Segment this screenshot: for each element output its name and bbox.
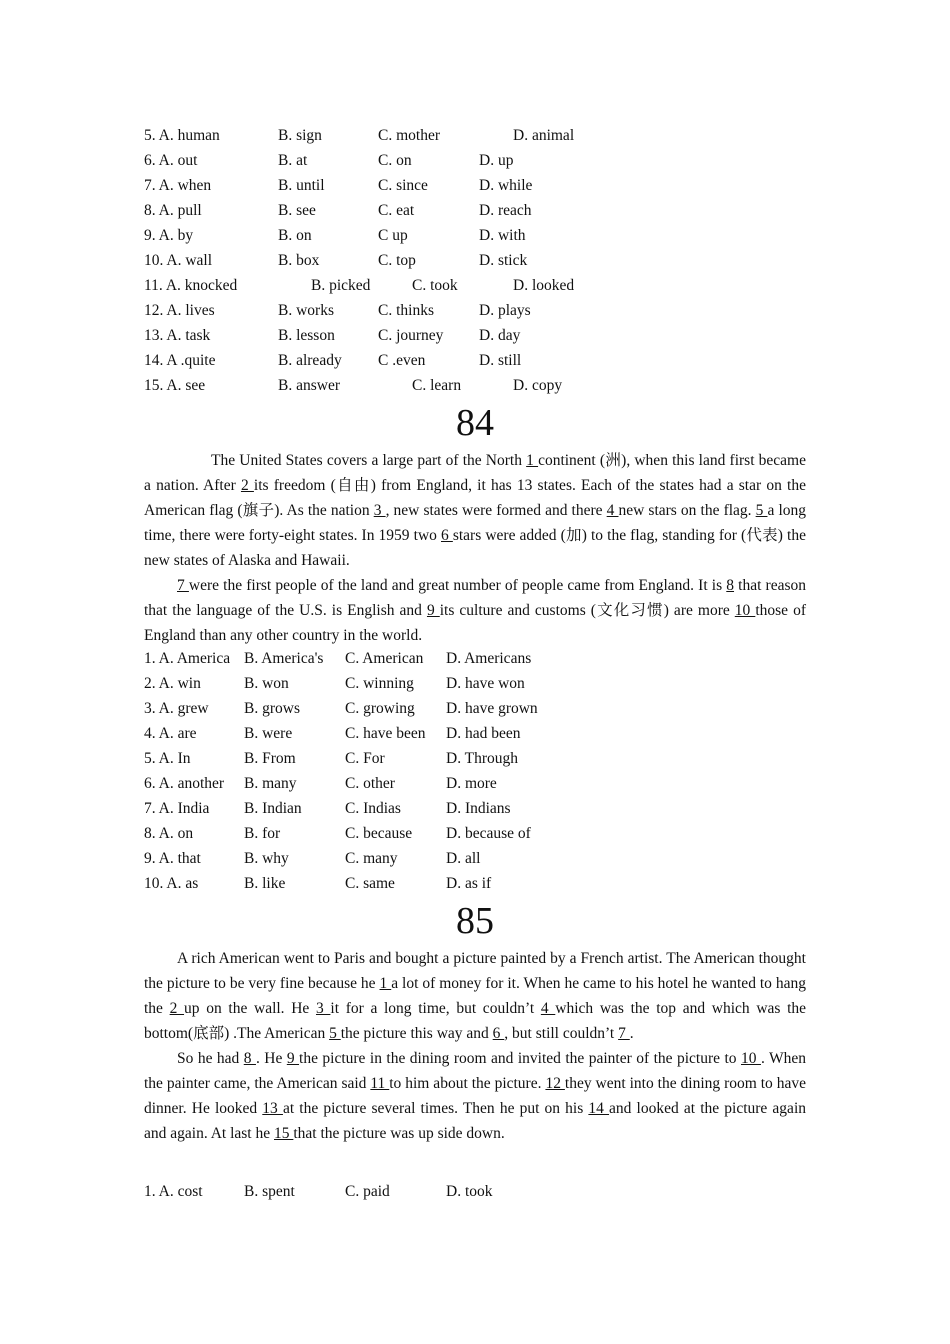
blank-8: 8	[243, 1050, 256, 1067]
passage-text: a long time, there were forty-eight states. In 1959 two	[144, 502, 807, 544]
option-c: C. other	[345, 775, 395, 792]
blank-6: 6	[441, 527, 453, 544]
option-c: C. mother	[378, 127, 440, 144]
passage-text: that reason that the language of the U.S. is English and	[144, 577, 807, 619]
option-row	[0, 872, 950, 896]
passage-text: . He	[255, 1050, 287, 1067]
passage-text: at the picture several times. Then he put on his	[282, 1100, 589, 1117]
option-a: 14. A .quite	[144, 352, 216, 369]
option-b: B. lesson	[278, 327, 335, 344]
passage-text: So he had	[177, 1050, 244, 1067]
blank-9: 9	[426, 602, 440, 619]
passage-text: its freedom (自由) from England, it has 13 states. Each of the states had a star on the American flag (旗子). As the nation	[144, 477, 806, 519]
option-d: D. stick	[479, 252, 528, 269]
passage-text: continent (洲), when this land first became a nation. After	[144, 452, 806, 494]
passage-text: the picture in the dining room and invited the painter of the picture to	[299, 1050, 741, 1067]
option-a: 9. A. that	[144, 850, 201, 867]
blank-9: 9	[286, 1050, 300, 1067]
blank-15: 15	[274, 1125, 294, 1142]
option-c: C. journey	[378, 327, 444, 344]
option-row	[0, 174, 950, 198]
blank-7: 7	[618, 1025, 630, 1042]
blank-10: 10	[740, 1050, 761, 1067]
passage-text: were the first people of the land and great number of people came from England. It is	[188, 577, 727, 594]
option-a: 5. A. In	[144, 750, 191, 767]
passage-text: A rich American went to Paris and bought a picture painted by a French artist. The American thought the picture to be very fine because he	[144, 950, 806, 992]
option-a: 9. A. by	[144, 227, 194, 244]
passage-text: , new states were formed and there	[385, 502, 607, 519]
option-row	[0, 722, 950, 746]
option-d: D. have won	[446, 675, 525, 692]
option-d: D. Americans	[446, 650, 532, 667]
option-c: C. top	[378, 252, 416, 269]
option-row	[0, 349, 950, 373]
passage-text: which was the top and which was the bottom(底部) .The American	[144, 1000, 807, 1042]
option-b: B. box	[278, 252, 320, 269]
option-a: 5. A. human	[144, 127, 220, 144]
option-row	[0, 249, 950, 273]
blank-13: 13	[262, 1100, 283, 1117]
option-c: C. paid	[345, 1183, 390, 1200]
option-a: 12. A. lives	[144, 302, 215, 319]
blank-2: 2	[240, 477, 254, 494]
option-c: C. Indias	[345, 800, 401, 817]
option-d: D. as if	[446, 875, 492, 892]
blank-11: 11	[370, 1075, 390, 1092]
option-c: C. American	[345, 650, 424, 667]
option-a: 2. A. win	[144, 675, 201, 692]
blank-3: 3	[315, 1000, 331, 1017]
option-c: C up	[378, 227, 408, 244]
option-row	[0, 772, 950, 796]
blank-1: 1	[526, 452, 539, 469]
option-a: 7. A. India	[144, 800, 210, 817]
option-a: 10. A. as	[144, 875, 199, 892]
option-b: B. see	[278, 202, 316, 219]
option-d: D. all	[446, 850, 481, 867]
option-c: C .even	[378, 352, 426, 369]
option-c: C. same	[345, 875, 395, 892]
passage-text: up on the wall. He	[184, 1000, 316, 1017]
option-row	[0, 747, 950, 771]
option-d: D. while	[479, 177, 533, 194]
option-d: D. reach	[479, 202, 532, 219]
passage-paragraph	[144, 573, 806, 648]
option-b: B. Indian	[244, 800, 302, 817]
option-b: B. won	[244, 675, 289, 692]
option-row	[0, 199, 950, 223]
option-d: D. day	[479, 327, 521, 344]
passage-paragraph	[144, 1046, 806, 1146]
blank-2: 2	[169, 1000, 185, 1017]
passage-text: stars were added (加) to the flag, standing for (代表) the new states of Alaska and Hawaii.	[144, 527, 806, 569]
option-a: 6. A. another	[144, 775, 225, 792]
blank-5: 5	[329, 1025, 341, 1042]
option-d: D. more	[446, 775, 497, 792]
option-d: D. Through	[446, 750, 519, 767]
option-row	[0, 374, 950, 398]
option-d: D. with	[479, 227, 526, 244]
passage-text: .	[629, 1025, 634, 1042]
option-c: C. since	[378, 177, 428, 194]
option-c: C. because	[345, 825, 413, 842]
passage-paragraph	[144, 448, 806, 573]
passage-text: those of England than any other country in the world.	[144, 602, 806, 644]
option-b: B. were	[244, 725, 293, 742]
option-b: B. spent	[244, 1183, 295, 1200]
option-b: B. From	[244, 750, 296, 767]
blank-7: 7	[177, 577, 189, 594]
blank-5: 5	[755, 502, 768, 519]
option-row	[0, 822, 950, 846]
option-a: 8. A. pull	[144, 202, 202, 219]
blank-14: 14	[588, 1100, 610, 1117]
option-row	[0, 324, 950, 348]
passage-paragraph	[144, 946, 806, 1046]
passage-text: to him about the picture.	[389, 1075, 546, 1092]
option-b: B. America's	[244, 650, 324, 667]
option-b: B. works	[278, 302, 334, 319]
option-d: D. still	[479, 352, 522, 369]
option-b: B. picked	[311, 277, 371, 294]
option-row	[0, 124, 950, 148]
passage-text: new stars on the flag.	[618, 502, 756, 519]
blank-8: 8	[726, 577, 735, 594]
option-a: 8. A. on	[144, 825, 194, 842]
option-row	[0, 847, 950, 871]
option-d: D. took	[446, 1183, 493, 1200]
passage-text: that the picture was up side down.	[293, 1125, 505, 1142]
blank-10: 10	[734, 602, 756, 619]
passage-text: a lot of money for it. When he came to his hotel he wanted to hang the	[144, 975, 807, 1017]
blank-3: 3	[373, 502, 386, 519]
option-b: B. already	[278, 352, 342, 369]
section-number-84: 84	[456, 402, 494, 444]
option-row	[0, 672, 950, 696]
option-b: B. like	[244, 875, 286, 892]
option-b: B. why	[244, 850, 289, 867]
option-d: D. plays	[479, 302, 531, 319]
option-c: C. many	[345, 850, 398, 867]
passage-text: and looked at the picture again and again. At last he	[144, 1100, 806, 1142]
option-a: 1. A. cost	[144, 1183, 203, 1200]
blank-4: 4	[606, 502, 619, 519]
passage-text: its culture and customs (文化习惯) are more	[439, 602, 735, 619]
option-b: B. sign	[278, 127, 322, 144]
option-b: B. on	[278, 227, 312, 244]
option-c: C. took	[412, 277, 458, 294]
option-b: B. grows	[244, 700, 300, 717]
passage-text: The United States covers a large part of the North	[211, 452, 527, 469]
option-c: C. learn	[412, 377, 462, 394]
option-row	[0, 224, 950, 248]
option-c: C. thinks	[378, 302, 434, 319]
option-b: B. at	[278, 152, 308, 169]
option-a: 6. A. out	[144, 152, 198, 169]
passage-text: . When the painter came, the American said	[144, 1050, 806, 1092]
option-d: D. had been	[446, 725, 521, 742]
blank-12: 12	[545, 1075, 565, 1092]
option-b: B. for	[244, 825, 281, 842]
blank-6: 6	[492, 1025, 505, 1042]
option-a: 11. A. knocked	[144, 277, 238, 294]
option-a: 15. A. see	[144, 377, 206, 394]
option-row	[0, 697, 950, 721]
option-a: 1. A. America	[144, 650, 231, 667]
option-row	[0, 274, 950, 298]
option-row	[0, 647, 950, 671]
option-row	[0, 1180, 950, 1204]
section-number-85: 85	[456, 900, 494, 942]
option-c: C. on	[378, 152, 412, 169]
option-d: D. up	[479, 152, 514, 169]
option-b: B. answer	[278, 377, 340, 394]
option-c: C. eat	[378, 202, 415, 219]
option-row	[0, 797, 950, 821]
passage-text: the picture this way and	[340, 1025, 493, 1042]
option-row	[0, 299, 950, 323]
option-d: D. looked	[513, 277, 575, 294]
option-d: D. have grown	[446, 700, 538, 717]
option-d: D. copy	[513, 377, 563, 394]
passage-text: it for a long time, but couldn’t	[330, 1000, 541, 1017]
option-d: D. Indians	[446, 800, 511, 817]
option-a: 10. A. wall	[144, 252, 213, 269]
passage-85	[144, 946, 806, 1146]
option-b: B. until	[278, 177, 325, 194]
passage-text: , but still couldn’t	[504, 1025, 619, 1042]
option-b: B. many	[244, 775, 297, 792]
option-a: 13. A. task	[144, 327, 211, 344]
option-c: C. growing	[345, 700, 415, 717]
blank-1: 1	[379, 975, 392, 992]
option-c: C. have been	[345, 725, 426, 742]
option-a: 7. A. when	[144, 177, 212, 194]
option-d: D. because of	[446, 825, 531, 842]
option-d: D. animal	[513, 127, 575, 144]
blank-4: 4	[540, 1000, 556, 1017]
option-c: C. winning	[345, 675, 414, 692]
option-a: 4. A. are	[144, 725, 197, 742]
passage-84	[144, 448, 806, 648]
option-c: C. For	[345, 750, 385, 767]
option-row	[0, 149, 950, 173]
option-a: 3. A. grew	[144, 700, 209, 717]
passage-text: they went into the dining room to have dinner. He looked	[144, 1075, 807, 1117]
